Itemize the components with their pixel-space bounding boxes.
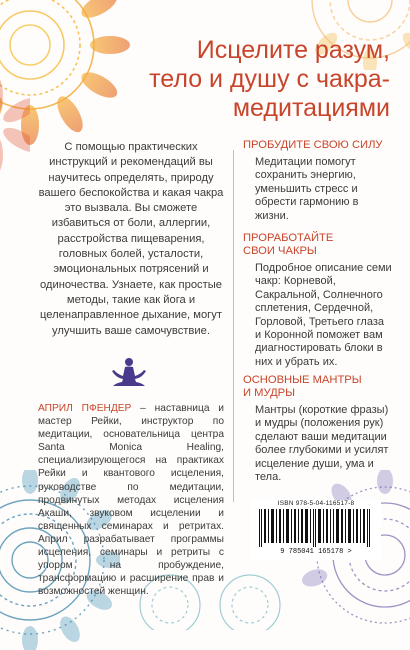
title-line-2: тело и душу с чакра- (149, 65, 390, 93)
section-heading: ОСНОВНЫЕ МАНТРЫ И МУДРЫ (243, 374, 362, 399)
author-bio-text: – наставница и мастер Рейки, инструктор по медитации, основательница центра Santa Monica Healing, специализирующегося на практиках Рейки и квантового исцеления, руководстве по медитации, продвинутых методах исцеления Акаши, звуковом исцелении и священных семинарах и ретритах. Април разрабатывает программы исцеления, семинары и ретриты с упором на пробуждение, трансформацию и расширение прав и возможностей женщин. (38, 403, 224, 598)
author-name: АПРИЛ ПФЕНДЕР (38, 403, 132, 414)
mandala-left-mid (0, 70, 30, 180)
barcode-bars (257, 509, 375, 547)
barcode (251, 500, 381, 560)
title-line-1: Исцелите разум, (196, 36, 390, 64)
section-heading: ПРОРАБОТАЙТЕ СВОИ ЧАКРЫ (243, 232, 334, 257)
meditation-figure-icon (111, 356, 147, 390)
section-text: Подробное описание семи чакр: Корневой, Сакральной, Солнечного сплетения, Сердечной, Горловой, Третьего глаза и Коронной поможет вам диагностировать блоки в них и убрать их. (255, 262, 392, 368)
section-text: Медитации помогут сохранить энергию, уменьшить стресс и обрести гармонию в жизни. (255, 156, 359, 222)
feature-section-mantras (243, 374, 393, 484)
mandala-top-left (0, 0, 130, 145)
title-line-3: медитациями (232, 94, 390, 122)
intro-paragraph: С помощью практических инструкций и рекомендаций вы научитесь определять, природу вашего беспокойства и какая чакра это вызвала. Вы сможете избавиться от боли, аллергии, расстройства пищеварения, головных болей, усталости, эмоциональных потрясений и одиночества. Узнаете, как простые методы, такие как йога и целенаправленное дыхание, могут улучшить ваше самочувствие. (38, 141, 224, 337)
author-bio (38, 402, 224, 598)
barcode-number: 9 785041 165178 > (280, 548, 352, 556)
section-heading: ПРОБУДИТЕ СВОЮ СИЛУ (243, 139, 383, 151)
section-text: Мантры (короткие фразы) и мудры (положения рук) сделают ваши медитации более глубокими и усилят исцеление души, ума и тела. (255, 404, 389, 484)
page-title (118, 36, 390, 123)
feature-section-chakras (243, 232, 393, 369)
isbn-label: ISBN 978-5-04-116517-8 (277, 500, 355, 507)
column-divider (233, 150, 234, 502)
feature-section-power (243, 139, 393, 223)
